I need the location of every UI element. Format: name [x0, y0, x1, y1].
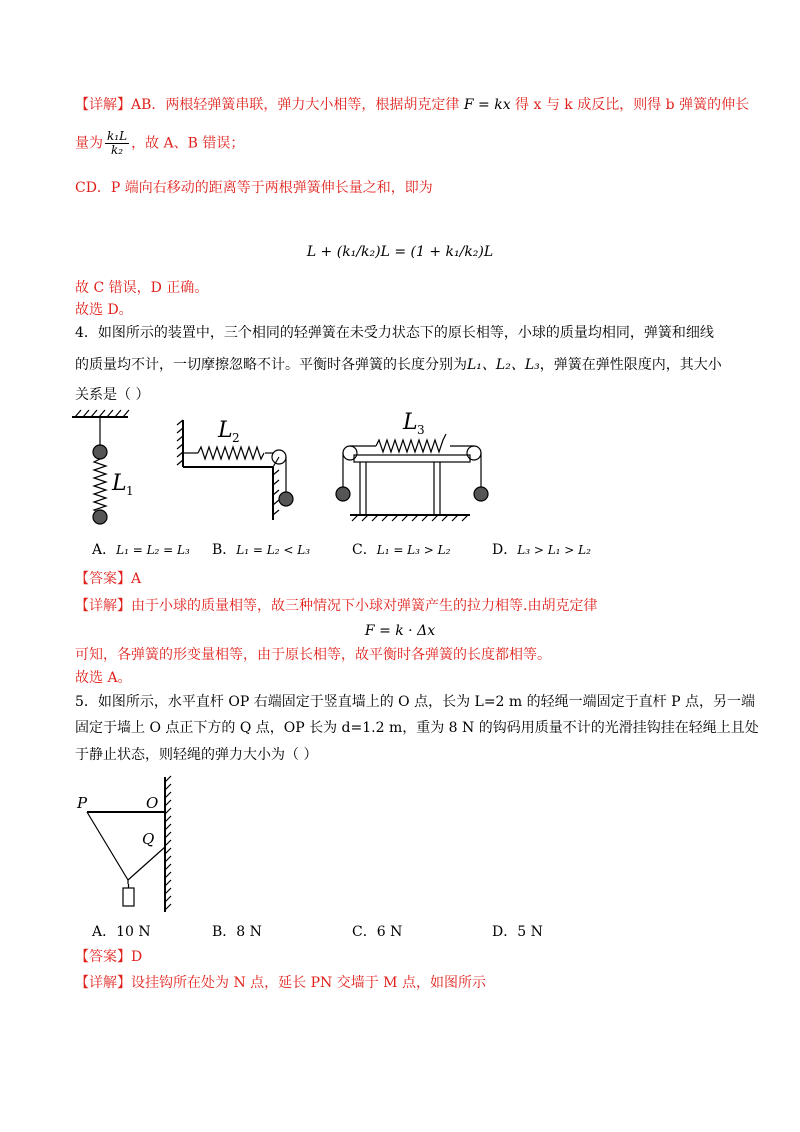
fig-label-l2-sub: 2: [232, 431, 240, 445]
q5-option-d[interactable]: [492, 921, 543, 941]
q4-figure: [60, 405, 520, 535]
option-key: A．: [92, 924, 117, 940]
text-pre: 量为: [75, 135, 103, 152]
option-text: L₃ > L₁ > L₂: [517, 543, 591, 557]
q3-answer-line: 故选 D。: [75, 302, 133, 318]
q3-detail-line4: 故 C 错误，D 正确。: [75, 280, 209, 296]
fig-label-q: Q: [142, 830, 155, 848]
detail-text: 设挂钩所在处为 N 点，延长 PN 交墙于 M 点，如图所示: [131, 975, 486, 991]
q4-option-d[interactable]: [492, 539, 591, 559]
stem-vars: L₁、L₂、L₃: [467, 357, 540, 373]
option-text: 5 N: [517, 924, 543, 940]
q4-option-b[interactable]: [212, 539, 310, 559]
fig-label-p: P: [77, 794, 88, 812]
q5-stem-line2: 固定于墙上 O 点正下方的 Q 点，OP 长为 d=1.2 m，重为 8 N 的钩码用质量不计的光滑挂钩挂在轻绳上且处: [75, 720, 759, 736]
answer-value: D: [131, 949, 143, 965]
detail-text: AB．两根轻弹簧串联，弹力大小相等，根据胡克定律: [131, 97, 460, 113]
q4-stem-line3: 关系是（ ）: [75, 387, 150, 403]
text-post: ，故 A、B 错误；: [131, 135, 245, 152]
q4-option-c[interactable]: [352, 539, 450, 559]
option-key: D．: [492, 542, 518, 558]
option-text: 8 N: [236, 924, 262, 940]
q5-stem-line3: 于静止状态，则轻绳的弹力大小为（ ）: [75, 747, 318, 763]
fraction-numerator: k₁L: [107, 129, 128, 143]
fig-label-l3-sub: 3: [417, 423, 425, 437]
fraction-k1L-k2: [105, 130, 129, 157]
option-key: C．: [352, 542, 377, 558]
option-text: L₁ = L₂ < L₃: [236, 543, 311, 557]
fig-label-l1-sub: 1: [126, 484, 134, 498]
q5-stem-line1: 5．如图所示，水平直杆 OP 右端固定于竖直墙上的 O 点，长为 L=2 m 的轻绳一端固定于直杆 P 点，另一端: [75, 694, 755, 710]
option-text: L₁ = L₃ > L₂: [376, 543, 451, 557]
q3-equation: L + (k₁/k₂)L = (1 + k₁/k₂)L: [306, 244, 494, 260]
stem-text-tail: ，弹簧在弹性限度内，其大小: [539, 357, 722, 373]
detail-text-tail: 得 x 与 k 成反比，则得 b 弹簧的伸长: [515, 97, 750, 113]
q3-detail-line1: [75, 95, 749, 115]
fig-label-l3: L: [403, 410, 418, 435]
option-text: 6 N: [376, 924, 403, 940]
q5-figure: [70, 772, 200, 922]
q5-option-a[interactable]: [92, 921, 151, 941]
option-key: B．: [212, 924, 237, 940]
answer-tag: 【答案】: [75, 949, 131, 965]
q5-answer: [75, 947, 142, 967]
q4-detail-line2: 可知，各弹簧的形变量相等，由于原长相等，故平衡时各弹簧的长度都相等。: [75, 647, 551, 663]
q3-detail-line3: CD．P 端向右移动的距离等于两根弹簧伸长量之和，即为: [75, 180, 433, 196]
q5-option-c[interactable]: [352, 921, 402, 941]
fig-label-l1: L: [112, 471, 127, 496]
detail-tag: 【详解】: [75, 975, 131, 991]
fig-label-o: O: [146, 794, 159, 812]
fig-label-l2: L: [218, 418, 233, 443]
figure-1-vertical-spring: [72, 410, 129, 524]
option-key: B．: [212, 542, 237, 558]
detail-tag: 【详解】: [75, 97, 131, 113]
q4-detail-equation: F = k · Δx: [364, 623, 436, 639]
fraction-denominator: k₂: [110, 143, 124, 157]
stem-text: 的质量均不计，一切摩擦忽略不计。平衡时各弹簧的长度分别为: [75, 357, 467, 373]
option-text: 10 N: [116, 924, 151, 940]
q5-option-b[interactable]: [212, 921, 262, 941]
q4-option-a[interactable]: [92, 539, 190, 559]
q5-detail: [75, 973, 486, 993]
figure-3-table-spring: [336, 434, 488, 521]
option-text: L₁ = L₂ = L₃: [116, 543, 190, 557]
q4-detail-line3: 故选 A。: [75, 670, 132, 686]
q4-detail-line1: 【详解】由于小球的质量相等，故三种情况下小球对弹簧产生的拉力相等.由胡克定律: [75, 598, 598, 614]
q4-stem-line1: 4．如图所示的装置中，三个相同的轻弹簧在未受力状态下的原长相等，小球的质量均相同，弹簧和细线: [75, 325, 714, 341]
option-key: D．: [492, 924, 518, 940]
q4-answer: 【答案】A: [75, 571, 142, 587]
hooke-formula: F = kx: [463, 97, 511, 113]
option-key: C．: [352, 924, 377, 940]
q4-stem-line2: [75, 355, 722, 375]
option-key: A．: [92, 542, 117, 558]
q3-detail-line2: [75, 130, 244, 157]
